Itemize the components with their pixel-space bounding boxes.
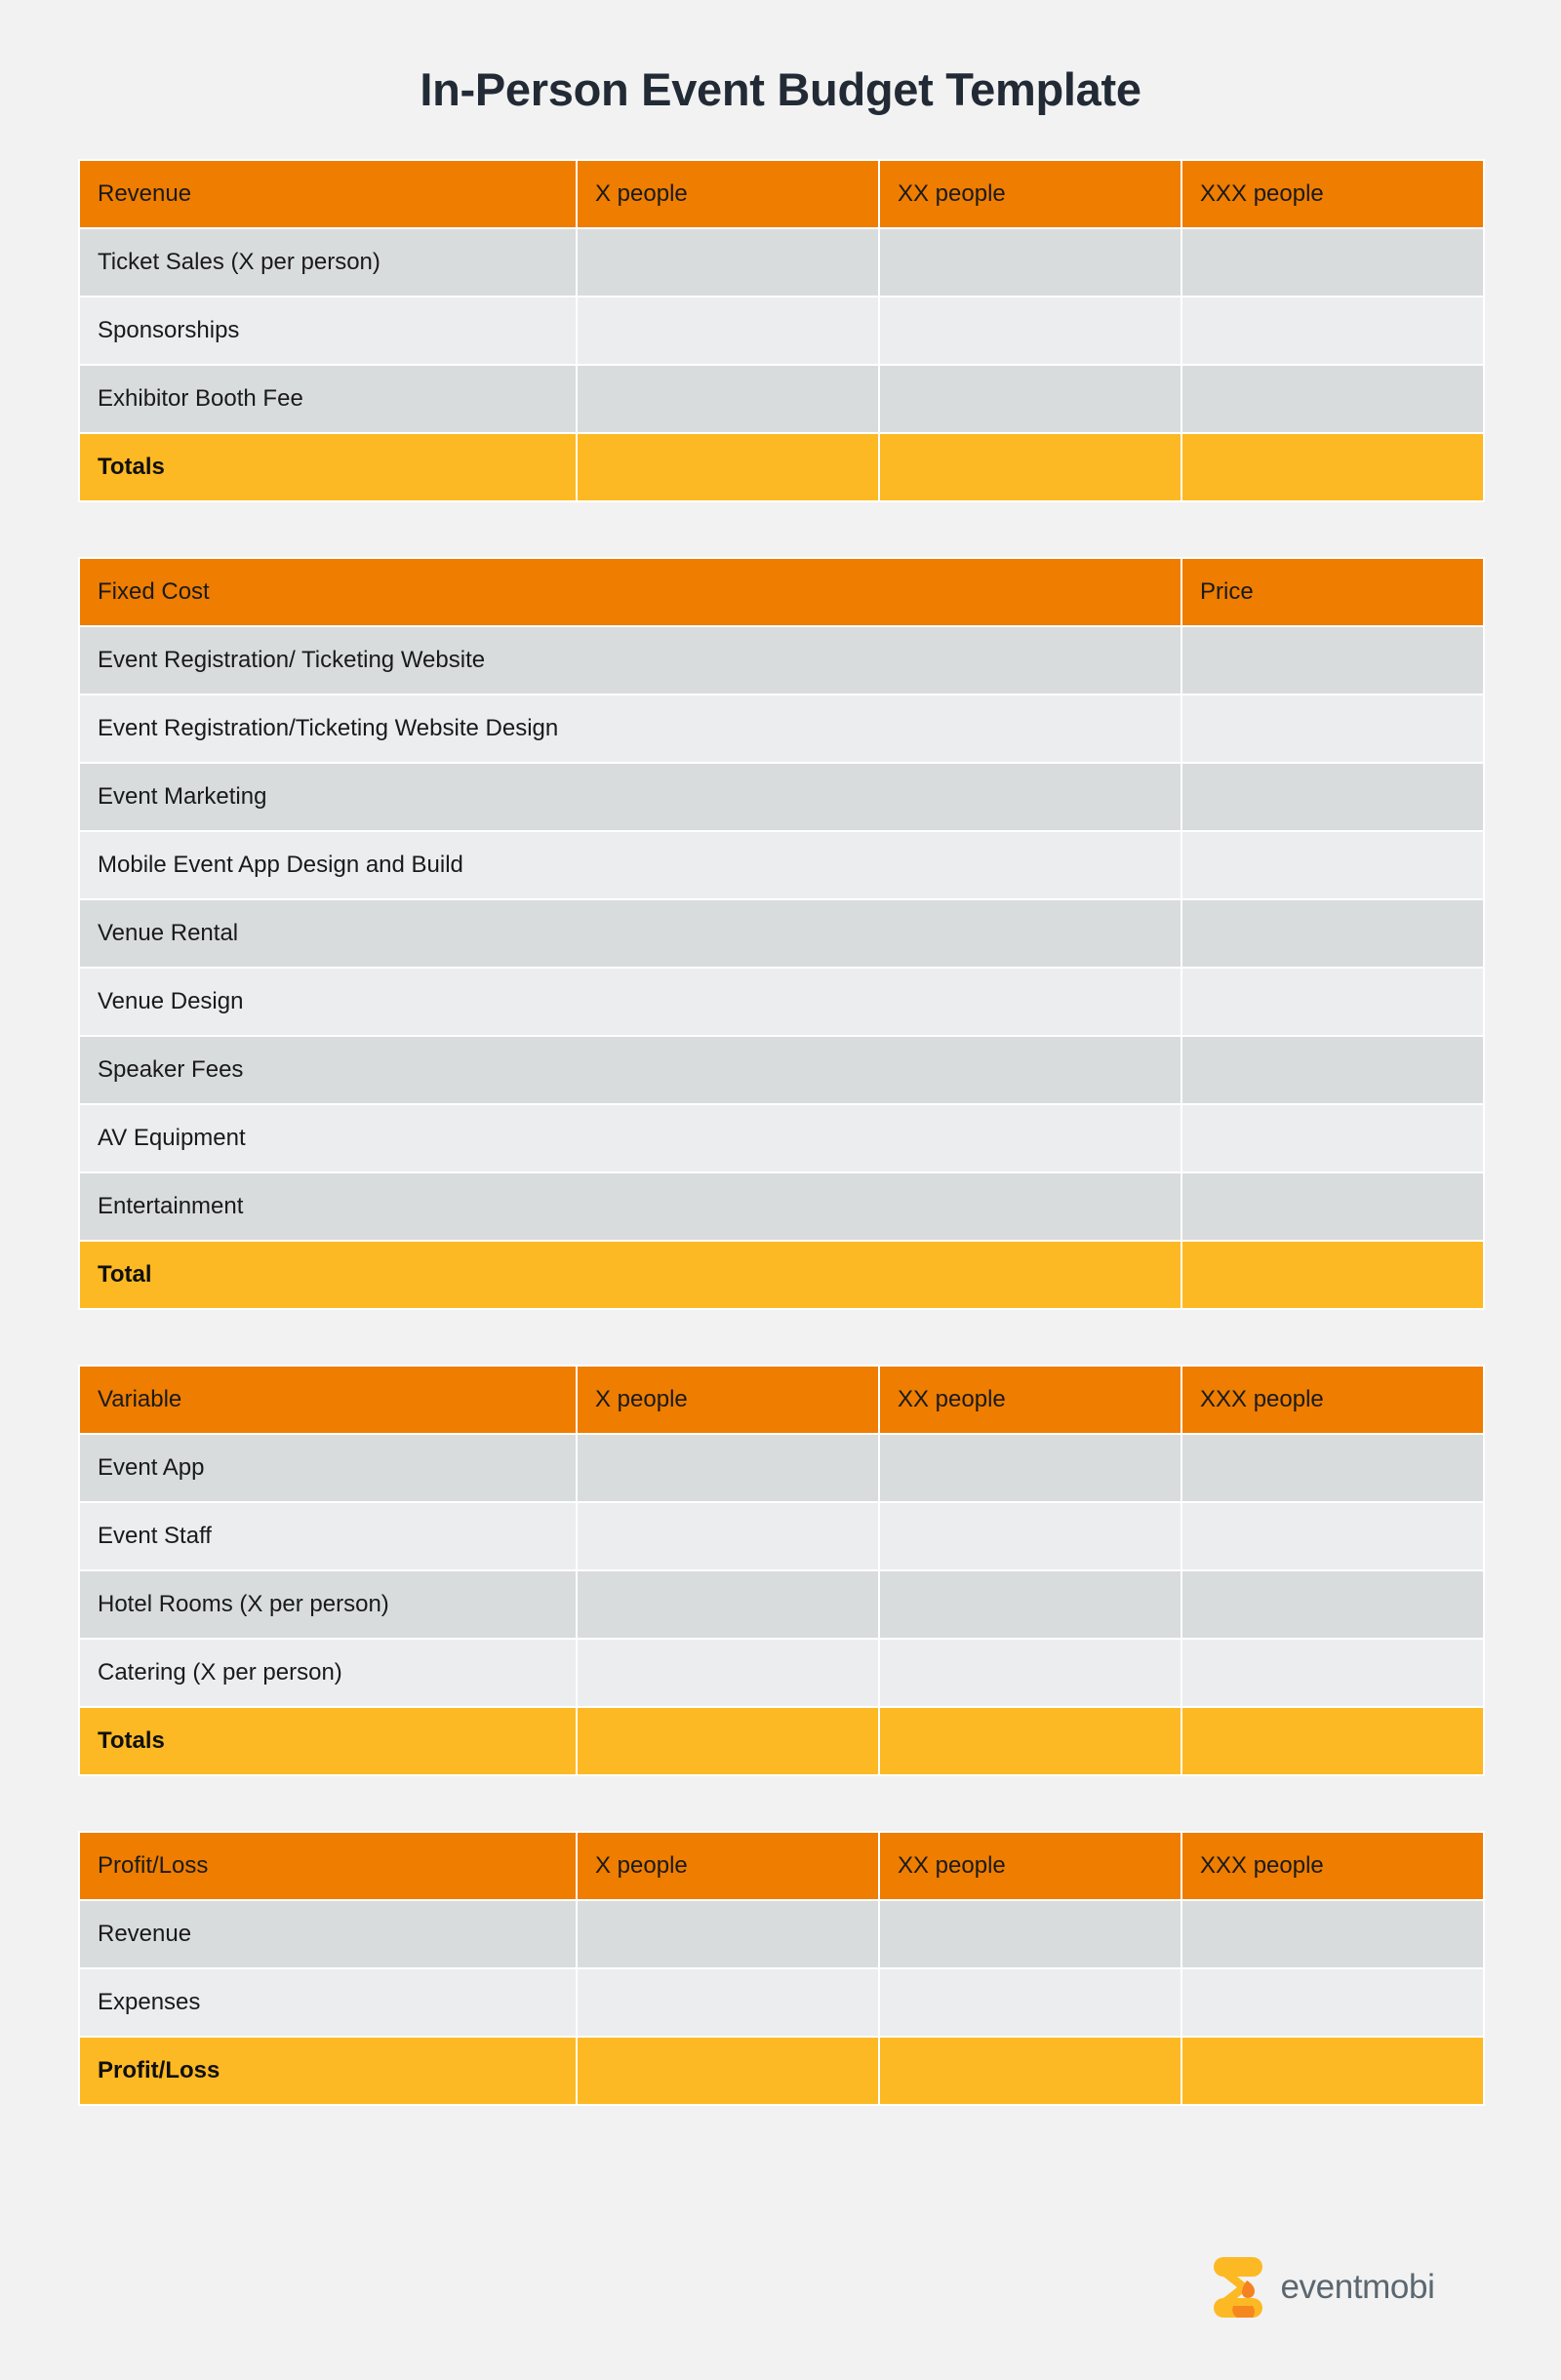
column-header-value-2: XX people — [879, 1832, 1181, 1900]
column-header-value-3: XXX people — [1181, 160, 1484, 228]
row-value-cell[interactable] — [577, 2037, 879, 2105]
table-row — [79, 899, 1484, 968]
table-row — [79, 1104, 1484, 1172]
row-value-cell[interactable] — [577, 1968, 879, 2037]
table-header-row — [79, 160, 1484, 228]
row-label: Sponsorships — [79, 297, 577, 365]
row-label: Event Registration/Ticketing Website Design — [79, 694, 1181, 763]
table-row — [79, 228, 1484, 297]
row-value-cell[interactable] — [879, 433, 1181, 501]
row-value-cell[interactable] — [577, 365, 879, 433]
row-value-cell[interactable] — [879, 1968, 1181, 2037]
table-fixed-cost — [78, 557, 1485, 1310]
row-value-cell[interactable] — [879, 1434, 1181, 1502]
column-header-category: Profit/Loss — [79, 1832, 577, 1900]
table-revenue — [78, 159, 1485, 502]
row-label: Revenue — [79, 1900, 577, 1968]
column-header-value-2: XX people — [879, 1366, 1181, 1434]
table-header-row — [79, 558, 1484, 626]
row-value-cell[interactable] — [1181, 1036, 1484, 1104]
table-row — [79, 1639, 1484, 1707]
tables-container — [78, 159, 1483, 2106]
row-label: Venue Design — [79, 968, 1181, 1036]
row-value-cell[interactable] — [879, 1707, 1181, 1775]
table-row — [79, 297, 1484, 365]
row-value-cell[interactable] — [1181, 1104, 1484, 1172]
table-row — [79, 968, 1484, 1036]
row-value-cell[interactable] — [577, 433, 879, 501]
column-header-category: Variable — [79, 1366, 577, 1434]
row-value-cell[interactable] — [1181, 1639, 1484, 1707]
row-label: Entertainment — [79, 1172, 1181, 1241]
table-row — [79, 831, 1484, 899]
row-value-cell[interactable] — [1181, 228, 1484, 297]
row-value-cell[interactable] — [577, 1707, 879, 1775]
table-header-row — [79, 1832, 1484, 1900]
row-value-cell[interactable] — [1181, 899, 1484, 968]
row-label: Venue Rental — [79, 899, 1181, 968]
row-value-cell[interactable] — [1181, 1968, 1484, 2037]
row-value-cell[interactable] — [1181, 626, 1484, 694]
row-label: Catering (X per person) — [79, 1639, 577, 1707]
row-value-cell[interactable] — [1181, 1241, 1484, 1309]
table-row — [79, 1968, 1484, 2037]
row-value-cell[interactable] — [879, 1502, 1181, 1570]
row-label: Totals — [79, 433, 577, 501]
table-header-row — [79, 1366, 1484, 1434]
row-label: Mobile Event App Design and Build — [79, 831, 1181, 899]
table-row — [79, 763, 1484, 831]
row-label: Exhibitor Booth Fee — [79, 365, 577, 433]
table-total-row — [79, 1241, 1484, 1309]
column-header-category: Fixed Cost — [79, 558, 1181, 626]
row-value-cell[interactable] — [577, 1900, 879, 1968]
row-value-cell[interactable] — [879, 228, 1181, 297]
row-value-cell[interactable] — [577, 1570, 879, 1639]
row-label: Total — [79, 1241, 1181, 1309]
column-header-value-3: XXX people — [1181, 1366, 1484, 1434]
row-label: Ticket Sales (X per person) — [79, 228, 577, 297]
column-header-value-3: XXX people — [1181, 1832, 1484, 1900]
row-value-cell[interactable] — [1181, 1434, 1484, 1502]
row-value-cell[interactable] — [879, 1639, 1181, 1707]
footer-branding — [1212, 2255, 1483, 2320]
row-label: Expenses — [79, 1968, 577, 2037]
row-value-cell[interactable] — [1181, 831, 1484, 899]
row-value-cell[interactable] — [1181, 297, 1484, 365]
row-value-cell[interactable] — [577, 228, 879, 297]
row-value-cell[interactable] — [1181, 1172, 1484, 1241]
row-value-cell[interactable] — [879, 297, 1181, 365]
row-value-cell[interactable] — [1181, 1900, 1484, 1968]
row-value-cell[interactable] — [577, 1502, 879, 1570]
row-value-cell[interactable] — [1181, 1502, 1484, 1570]
table-row — [79, 694, 1484, 763]
row-label: Speaker Fees — [79, 1036, 1181, 1104]
row-value-cell[interactable] — [1181, 694, 1484, 763]
row-value-cell[interactable] — [1181, 365, 1484, 433]
row-value-cell[interactable] — [1181, 763, 1484, 831]
eventmobi-e-logo-icon — [1212, 2255, 1264, 2320]
row-value-cell[interactable] — [577, 297, 879, 365]
row-value-cell[interactable] — [879, 2037, 1181, 2105]
eventmobi-wordmark — [1280, 2267, 1483, 2309]
row-value-cell[interactable] — [1181, 1570, 1484, 1639]
row-label: AV Equipment — [79, 1104, 1181, 1172]
row-value-cell[interactable] — [1181, 968, 1484, 1036]
row-label: Hotel Rooms (X per person) — [79, 1570, 577, 1639]
column-header-category: Revenue — [79, 160, 577, 228]
eventmobi-wordmark-text: eventmobi — [1280, 2267, 1435, 2306]
column-header-value-2: XX people — [879, 160, 1181, 228]
column-header-value-1: X people — [577, 160, 879, 228]
table-row — [79, 365, 1484, 433]
table-total-row — [79, 1707, 1484, 1775]
row-label: Event Marketing — [79, 763, 1181, 831]
table-row — [79, 1502, 1484, 1570]
row-label: Event App — [79, 1434, 577, 1502]
row-value-cell[interactable] — [1181, 1707, 1484, 1775]
table-row — [79, 1172, 1484, 1241]
row-value-cell[interactable] — [879, 365, 1181, 433]
row-value-cell[interactable] — [879, 1900, 1181, 1968]
table-row — [79, 626, 1484, 694]
column-header-value-1: X people — [577, 1366, 879, 1434]
row-label: Profit/Loss — [79, 2037, 577, 2105]
table-profit-loss — [78, 1831, 1485, 2106]
row-value-cell[interactable] — [577, 1434, 879, 1502]
column-header-value-1: Price — [1181, 558, 1484, 626]
row-label: Totals — [79, 1707, 577, 1775]
table-row — [79, 1570, 1484, 1639]
row-value-cell[interactable] — [1181, 2037, 1484, 2105]
row-value-cell[interactable] — [879, 1570, 1181, 1639]
table-row — [79, 1434, 1484, 1502]
table-variable — [78, 1365, 1485, 1776]
table-total-row — [79, 2037, 1484, 2105]
row-value-cell[interactable] — [577, 1639, 879, 1707]
row-value-cell[interactable] — [1181, 433, 1484, 501]
table-row — [79, 1036, 1484, 1104]
table-total-row — [79, 433, 1484, 501]
page-title: In-Person Event Budget Template — [420, 63, 1141, 115]
column-header-value-1: X people — [577, 1832, 879, 1900]
row-label: Event Registration/ Ticketing Website — [79, 626, 1181, 694]
table-row — [79, 1900, 1484, 1968]
row-label: Event Staff — [79, 1502, 577, 1570]
